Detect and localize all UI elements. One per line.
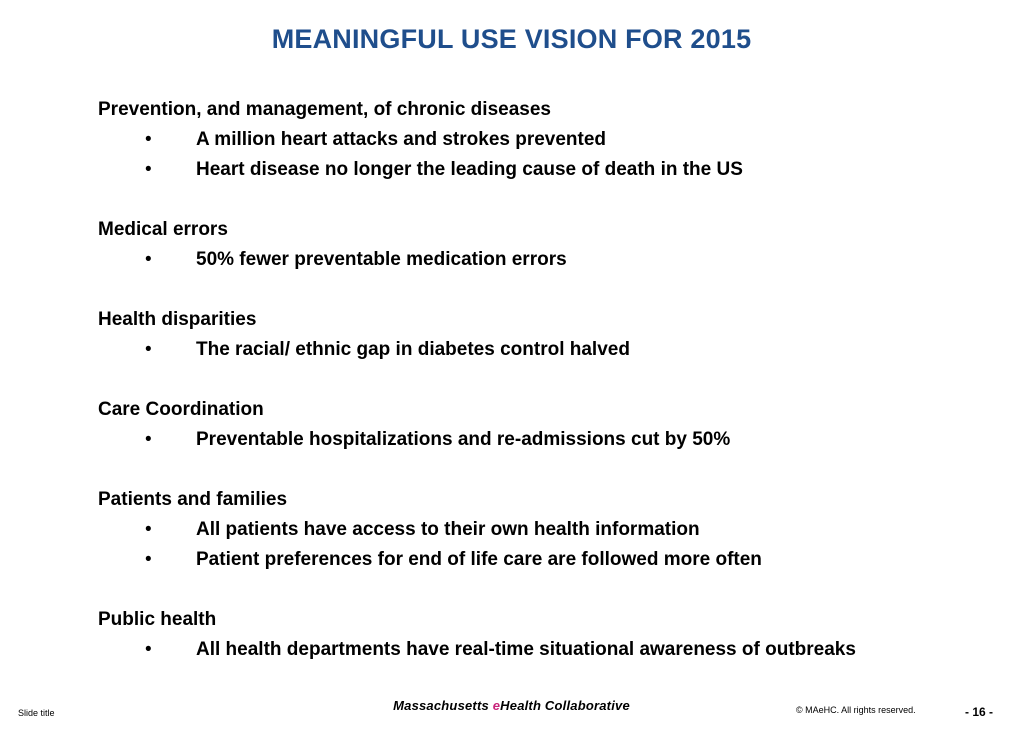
section-care-coordination [98, 395, 998, 455]
bullet-text: Patient preferences for end of life care are followed more often [196, 549, 762, 570]
bullet-item [98, 335, 998, 365]
brand-text-e: e [492, 698, 501, 713]
bullet-dot: • [145, 159, 152, 180]
bullet-item [98, 125, 998, 155]
section-health-disparities [98, 305, 998, 365]
brand-text-post: Health Collaborative [500, 698, 630, 713]
section-heading: Public health [98, 609, 217, 630]
bullet-dot: • [145, 339, 152, 360]
slide-title: MEANINGFUL USE VISION FOR 2015 [271, 24, 752, 54]
bullet-item [98, 155, 998, 185]
footer-page-number: - 16 - [965, 705, 994, 719]
footer-slide-title: Slide title [18, 708, 55, 718]
bullet-dot: • [145, 429, 152, 450]
bullet-dot: • [145, 129, 152, 150]
bullet-text: A million heart attacks and strokes prevented [196, 129, 607, 150]
section-heading: Medical errors [98, 219, 228, 240]
section-chronic-diseases [98, 95, 998, 185]
section-medical-errors [98, 215, 998, 275]
slide-content [98, 95, 998, 695]
bullet-text: All patients have access to their own health information [196, 519, 700, 540]
brand-text-pre: Massachusetts [393, 698, 493, 713]
bullet-text: Preventable hospitalizations and re-admissions cut by 50% [196, 429, 731, 450]
bullet-dot: • [145, 249, 152, 270]
section-patients-families [98, 485, 998, 575]
bullet-item [98, 545, 998, 575]
footer-copyright: © MAeHC. All rights reserved. [796, 705, 916, 715]
bullet-item [98, 245, 998, 275]
bullet-item [98, 635, 998, 665]
bullet-item [98, 425, 998, 455]
section-heading: Prevention, and management, of chronic diseases [98, 99, 551, 120]
bullet-dot: • [145, 519, 152, 540]
bullet-text: 50% fewer preventable medication errors [196, 249, 567, 270]
bullet-item [98, 515, 998, 545]
section-heading: Health disparities [98, 309, 257, 330]
section-heading: Care Coordination [98, 399, 264, 420]
bullet-dot: • [145, 639, 152, 660]
bullet-text: All health departments have real-time situational awareness of outbreaks [196, 639, 856, 660]
bullet-dot: • [145, 549, 152, 570]
section-public-health [98, 605, 998, 665]
bullet-text: Heart disease no longer the leading cause of death in the US [196, 159, 743, 180]
bullet-text: The racial/ ethnic gap in diabetes control halved [196, 339, 630, 360]
section-heading: Patients and families [98, 489, 288, 510]
